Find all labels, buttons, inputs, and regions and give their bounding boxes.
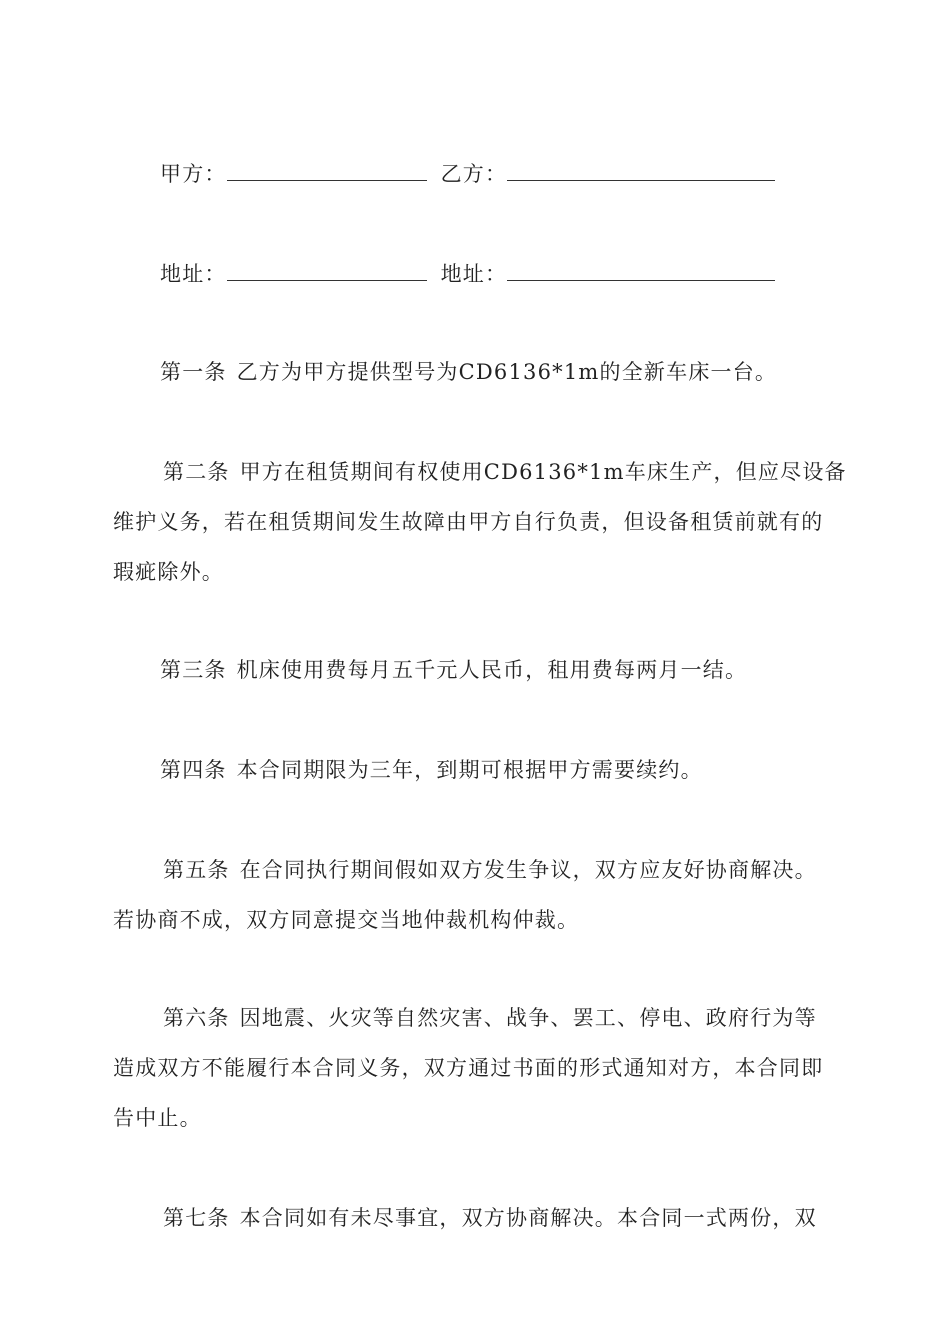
- article-1-text: 乙方为甲方提供型号为CD6136*1m的全新车床一台。: [236, 360, 778, 384]
- article-4-text: 本合同期限为三年，到期可根据甲方需要续约。: [236, 758, 703, 782]
- article-5-line-2: 若协商不成，双方同意提交当地仲裁机构仲裁。: [113, 908, 580, 932]
- article-2-heading: 第二条: [163, 460, 230, 484]
- address-row: [160, 258, 775, 288]
- article-2-line-2: 维护义务，若在租赁期间发生故障由甲方自行负责，但设备租赁前就有的: [113, 510, 824, 534]
- address-a-label: 地址：: [160, 262, 227, 286]
- address-a-blank: [227, 258, 427, 281]
- article-2-line-3: 瑕疵除外。: [113, 560, 224, 584]
- article-2-text-1: 甲方在租赁期间有权使用CD6136*1m车床生产，但应尽设备: [239, 460, 847, 484]
- article-7-text-1: 本合同如有未尽事宜，双方协商解决。本合同一式两份，双: [239, 1206, 817, 1230]
- article-6-text-1: 因地震、火灾等自然灾害、战争、罢工、停电、政府行为等: [239, 1006, 817, 1030]
- article-3-text: 机床使用费每月五千元人民币，租用费每两月一结。: [236, 658, 748, 682]
- party-b-blank: [507, 158, 775, 181]
- article-1-line-1: [160, 358, 777, 386]
- address-b-label: 地址：: [440, 262, 508, 286]
- article-7-heading: 第七条: [163, 1206, 230, 1230]
- article-6-line-3: 告中止。: [113, 1106, 202, 1130]
- article-6-heading: 第六条: [163, 1006, 230, 1030]
- party-a-blank: [227, 158, 427, 181]
- article-6-line-1: [163, 1004, 817, 1032]
- party-a-label: 甲方：: [160, 162, 227, 186]
- article-6-line-2: 造成双方不能履行本合同义务，双方通过书面的形式通知对方，本合同即: [113, 1056, 824, 1080]
- article-2-line-1: [163, 458, 847, 486]
- article-5-line-1: [163, 856, 817, 884]
- article-7-line-1: [163, 1204, 817, 1232]
- party-b-label: 乙方：: [440, 162, 508, 186]
- party-row: [160, 158, 775, 188]
- article-3-line-1: [160, 656, 747, 684]
- article-1-heading: 第一条: [160, 360, 227, 384]
- article-4-heading: 第四条: [160, 758, 227, 782]
- article-4-line-1: [160, 756, 703, 784]
- article-3-heading: 第三条: [160, 658, 227, 682]
- article-5-text-1: 在合同执行期间假如双方发生争议，双方应友好协商解决。: [239, 858, 817, 882]
- article-5-heading: 第五条: [163, 858, 230, 882]
- address-b-blank: [507, 258, 775, 281]
